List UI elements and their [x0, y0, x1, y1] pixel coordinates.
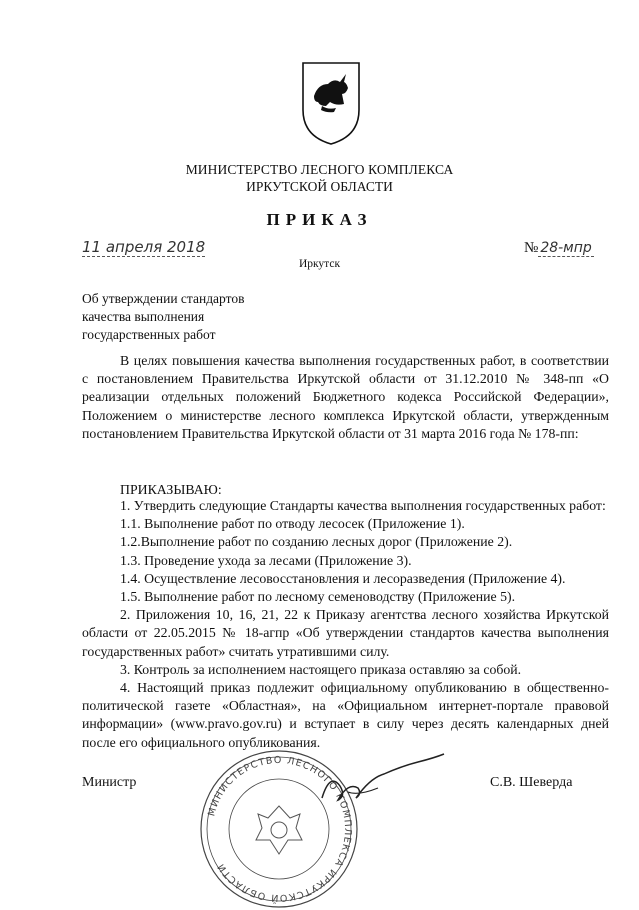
- order-item: 1.5. Выполнение работ по лесному семеноводству (Приложение 5).: [120, 589, 516, 605]
- order-number: [524, 240, 594, 257]
- subject-line: Об утверждении стандартов: [82, 291, 245, 306]
- ministry-name-line1: МИНИСТЕРСТВО ЛЕСНОГО КОМПЛЕКСА: [185, 162, 454, 177]
- subject-line: государственных работ: [82, 327, 216, 342]
- order-item: 4. Настоящий приказ подлежит официальному опубликованию в общественно-политической газете «Областная», на «Официальном интернет-портале правовой информации» (www.pravo.gov.ru) и вступает в силу через десять календарных дней после его официального опубликования.: [82, 680, 609, 750]
- order-item: 1.3. Проведение ухода за лесами (Приложение 3).: [120, 552, 412, 568]
- order-item: 1.4. Осуществление лесовосстановления и лесоразведения (Приложение 4).: [120, 570, 566, 586]
- order-word: ПРИКАЗЫВАЮ:: [120, 482, 222, 497]
- document-title: ПРИКАЗ: [266, 210, 373, 229]
- number-prefix: №: [524, 240, 539, 256]
- handwritten-date: [82, 238, 205, 256]
- subject-line: качества выполнения: [82, 309, 205, 324]
- order-item: 1.1. Выполнение работ по отводу лесосек (Приложение 1).: [120, 516, 465, 532]
- order-item: 2. Приложения 10, 16, 21, 22 к Приказу агентства лесного хозяйства Иркутской области от 22.05.2015 № 18-агпр «Об утверждении стандартов качества выполнения государственных работ» считать утратившими силу.: [82, 607, 609, 659]
- order-items: [82, 497, 609, 752]
- order-item: 3. Контроль за исполнением настоящего приказа оставляю за собой.: [120, 661, 522, 677]
- coat-of-arms-emblem: [300, 60, 362, 146]
- ministry-name-line2: ИРКУТСКОЙ ОБЛАСТИ: [246, 179, 393, 194]
- preamble-paragraph: В целях повышения качества выполнения государственных работ, в соответствии с постановлением Правительства Иркутской области от 31.12.2010 № 348-пп «О реализации отдельных положений Бюджетного кодекса Российской Федерации», Положением о министерстве лесного комплекса Иркутской области, утвержденным постановлением Правительства Иркутской области от 31 марта 2016 года № 178-пп:: [82, 353, 609, 441]
- svg-text:МИНИСТЕРСТВО ЛЕСНОГО КОМПЛЕКСА: МИНИСТЕРСТВО ЛЕСНОГО КОМПЛЕКСА ИРКУТСКОЙ ОБЛАСТИ: [206, 754, 354, 904]
- number-value: 28-мпр: [540, 240, 592, 256]
- city-name: Иркутск: [298, 258, 341, 270]
- order-item: 1.2.Выполнение работ по созданию лесных дорог (Приложение 2).: [120, 534, 513, 550]
- order-subject: [82, 290, 244, 344]
- signatory-name: С.В. Шеверда: [490, 775, 573, 790]
- handwritten-signature: [318, 752, 448, 812]
- order-item: 1. Утвердить следующие Стандарты качества выполнения государственных работ:: [120, 498, 606, 513]
- date-value: 11 апреля 2018: [82, 238, 206, 256]
- signatory-position: Министр: [82, 775, 137, 790]
